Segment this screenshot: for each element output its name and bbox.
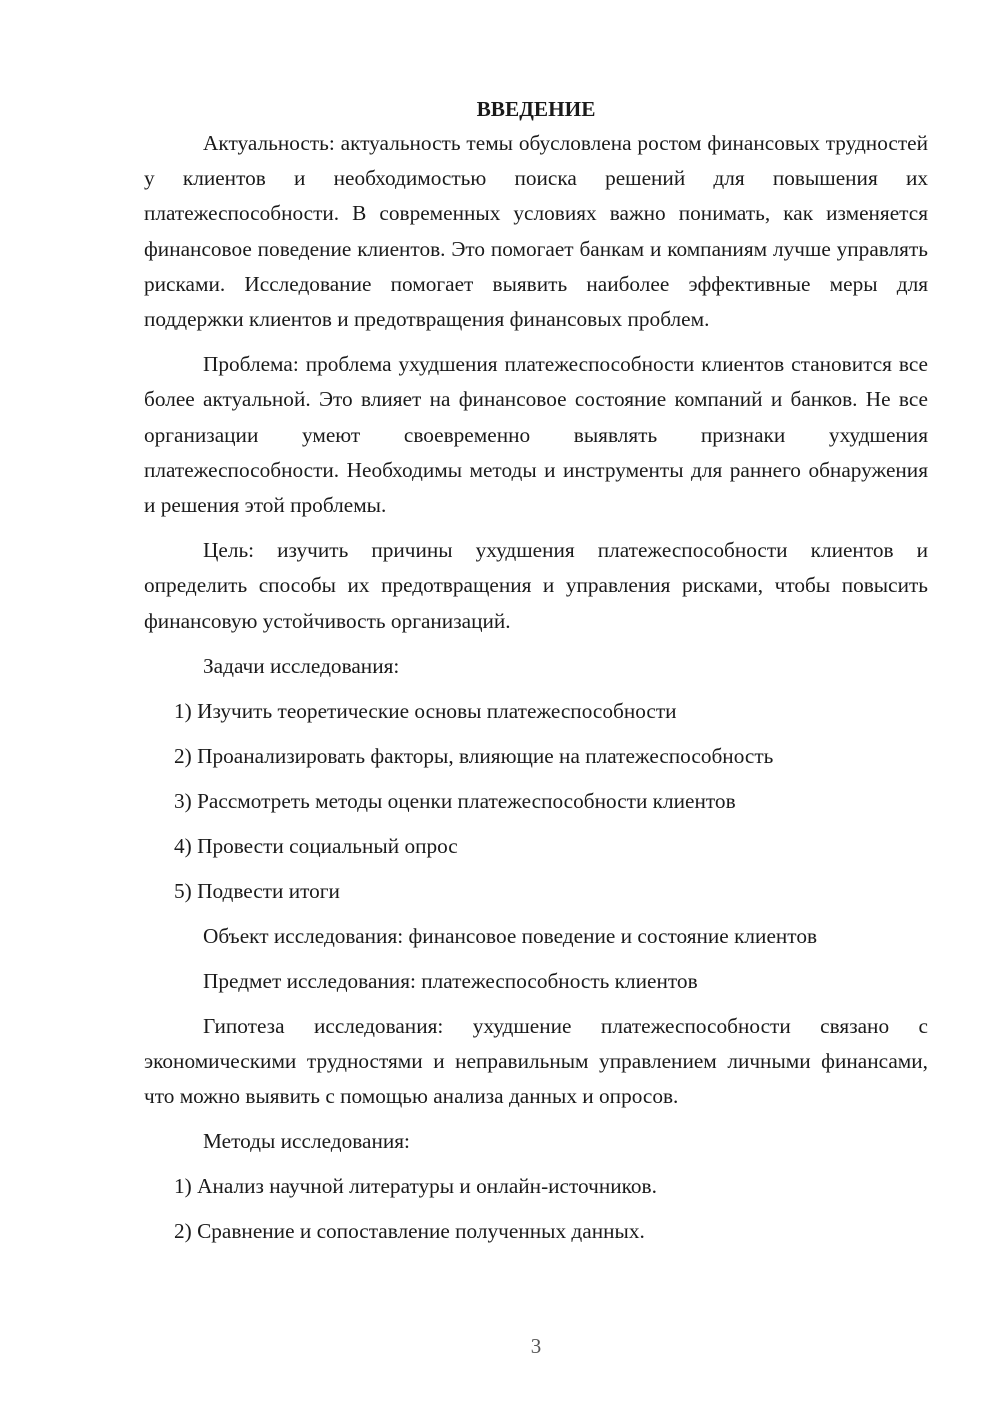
paragraph-object: Объект исследования: финансовое поведение и состояние клиентов: [203, 923, 818, 948]
tasks-list: [144, 694, 928, 909]
paragraph-relevance: Актуальность: актуальность темы обусловлена ростом финансовых трудностей у клиентов и необходимостью поиска решений для повышения их платежеспособности. В современных условиях важно понимать, как изменяется финансовое поведение клиентов. Это помогает банкам и компаниям лучше управлять рисками. Исследование помогает выявить наиболее эффективные меры для поддержки клиентов и предотвращения финансовых проблем.: [144, 131, 928, 332]
paragraph-subject: Предмет исследования: платежеспособность клиентов: [203, 968, 698, 993]
paragraph-goal: Цель: изучить причины ухудшения платежеспособности клиентов и определить способы их предотвращения и управления рисками, чтобы повысить финансовую устойчивость организаций.: [144, 538, 928, 633]
tasks-heading: Задачи исследования:: [203, 653, 400, 678]
list-item: 2) Сравнение и сопоставление полученных данных.: [174, 1219, 645, 1244]
section-title: ВВЕДЕНИЕ: [476, 97, 596, 121]
paragraph-problem: Проблема: проблема ухудшения платежеспособности клиентов становится все более актуальной. Это влияет на финансовое состояние компаний и банков. Не все организации умеют своевременно выявлять признаки ухудшения платежеспособности. Необходимы методы и инструменты для раннего обнаружения и решения этой проблемы.: [144, 352, 928, 518]
list-item: 2) Проанализировать факторы, влияющие на платежеспособность: [174, 743, 774, 768]
page-number: 3: [530, 1334, 542, 1358]
methods-list: [144, 1169, 928, 1249]
list-item: 1) Анализ научной литературы и онлайн-источников.: [174, 1174, 657, 1199]
paragraph-hypothesis: Гипотеза исследования: ухудшение платежеспособности связано с экономическими трудностями и неправильным управлением личными финансами, что можно выявить с помощью анализа данных и опросов.: [144, 1013, 928, 1109]
document-page: [144, 92, 928, 1249]
list-item: 4) Провести социальный опрос: [174, 833, 458, 858]
list-item: 5) Подвести итоги: [174, 878, 340, 903]
methods-heading: Методы исследования:: [203, 1129, 410, 1154]
list-item: 3) Рассмотреть методы оценки платежеспособности клиентов: [174, 788, 736, 813]
list-item: 1) Изучить теоретические основы платежеспособности: [174, 698, 677, 723]
